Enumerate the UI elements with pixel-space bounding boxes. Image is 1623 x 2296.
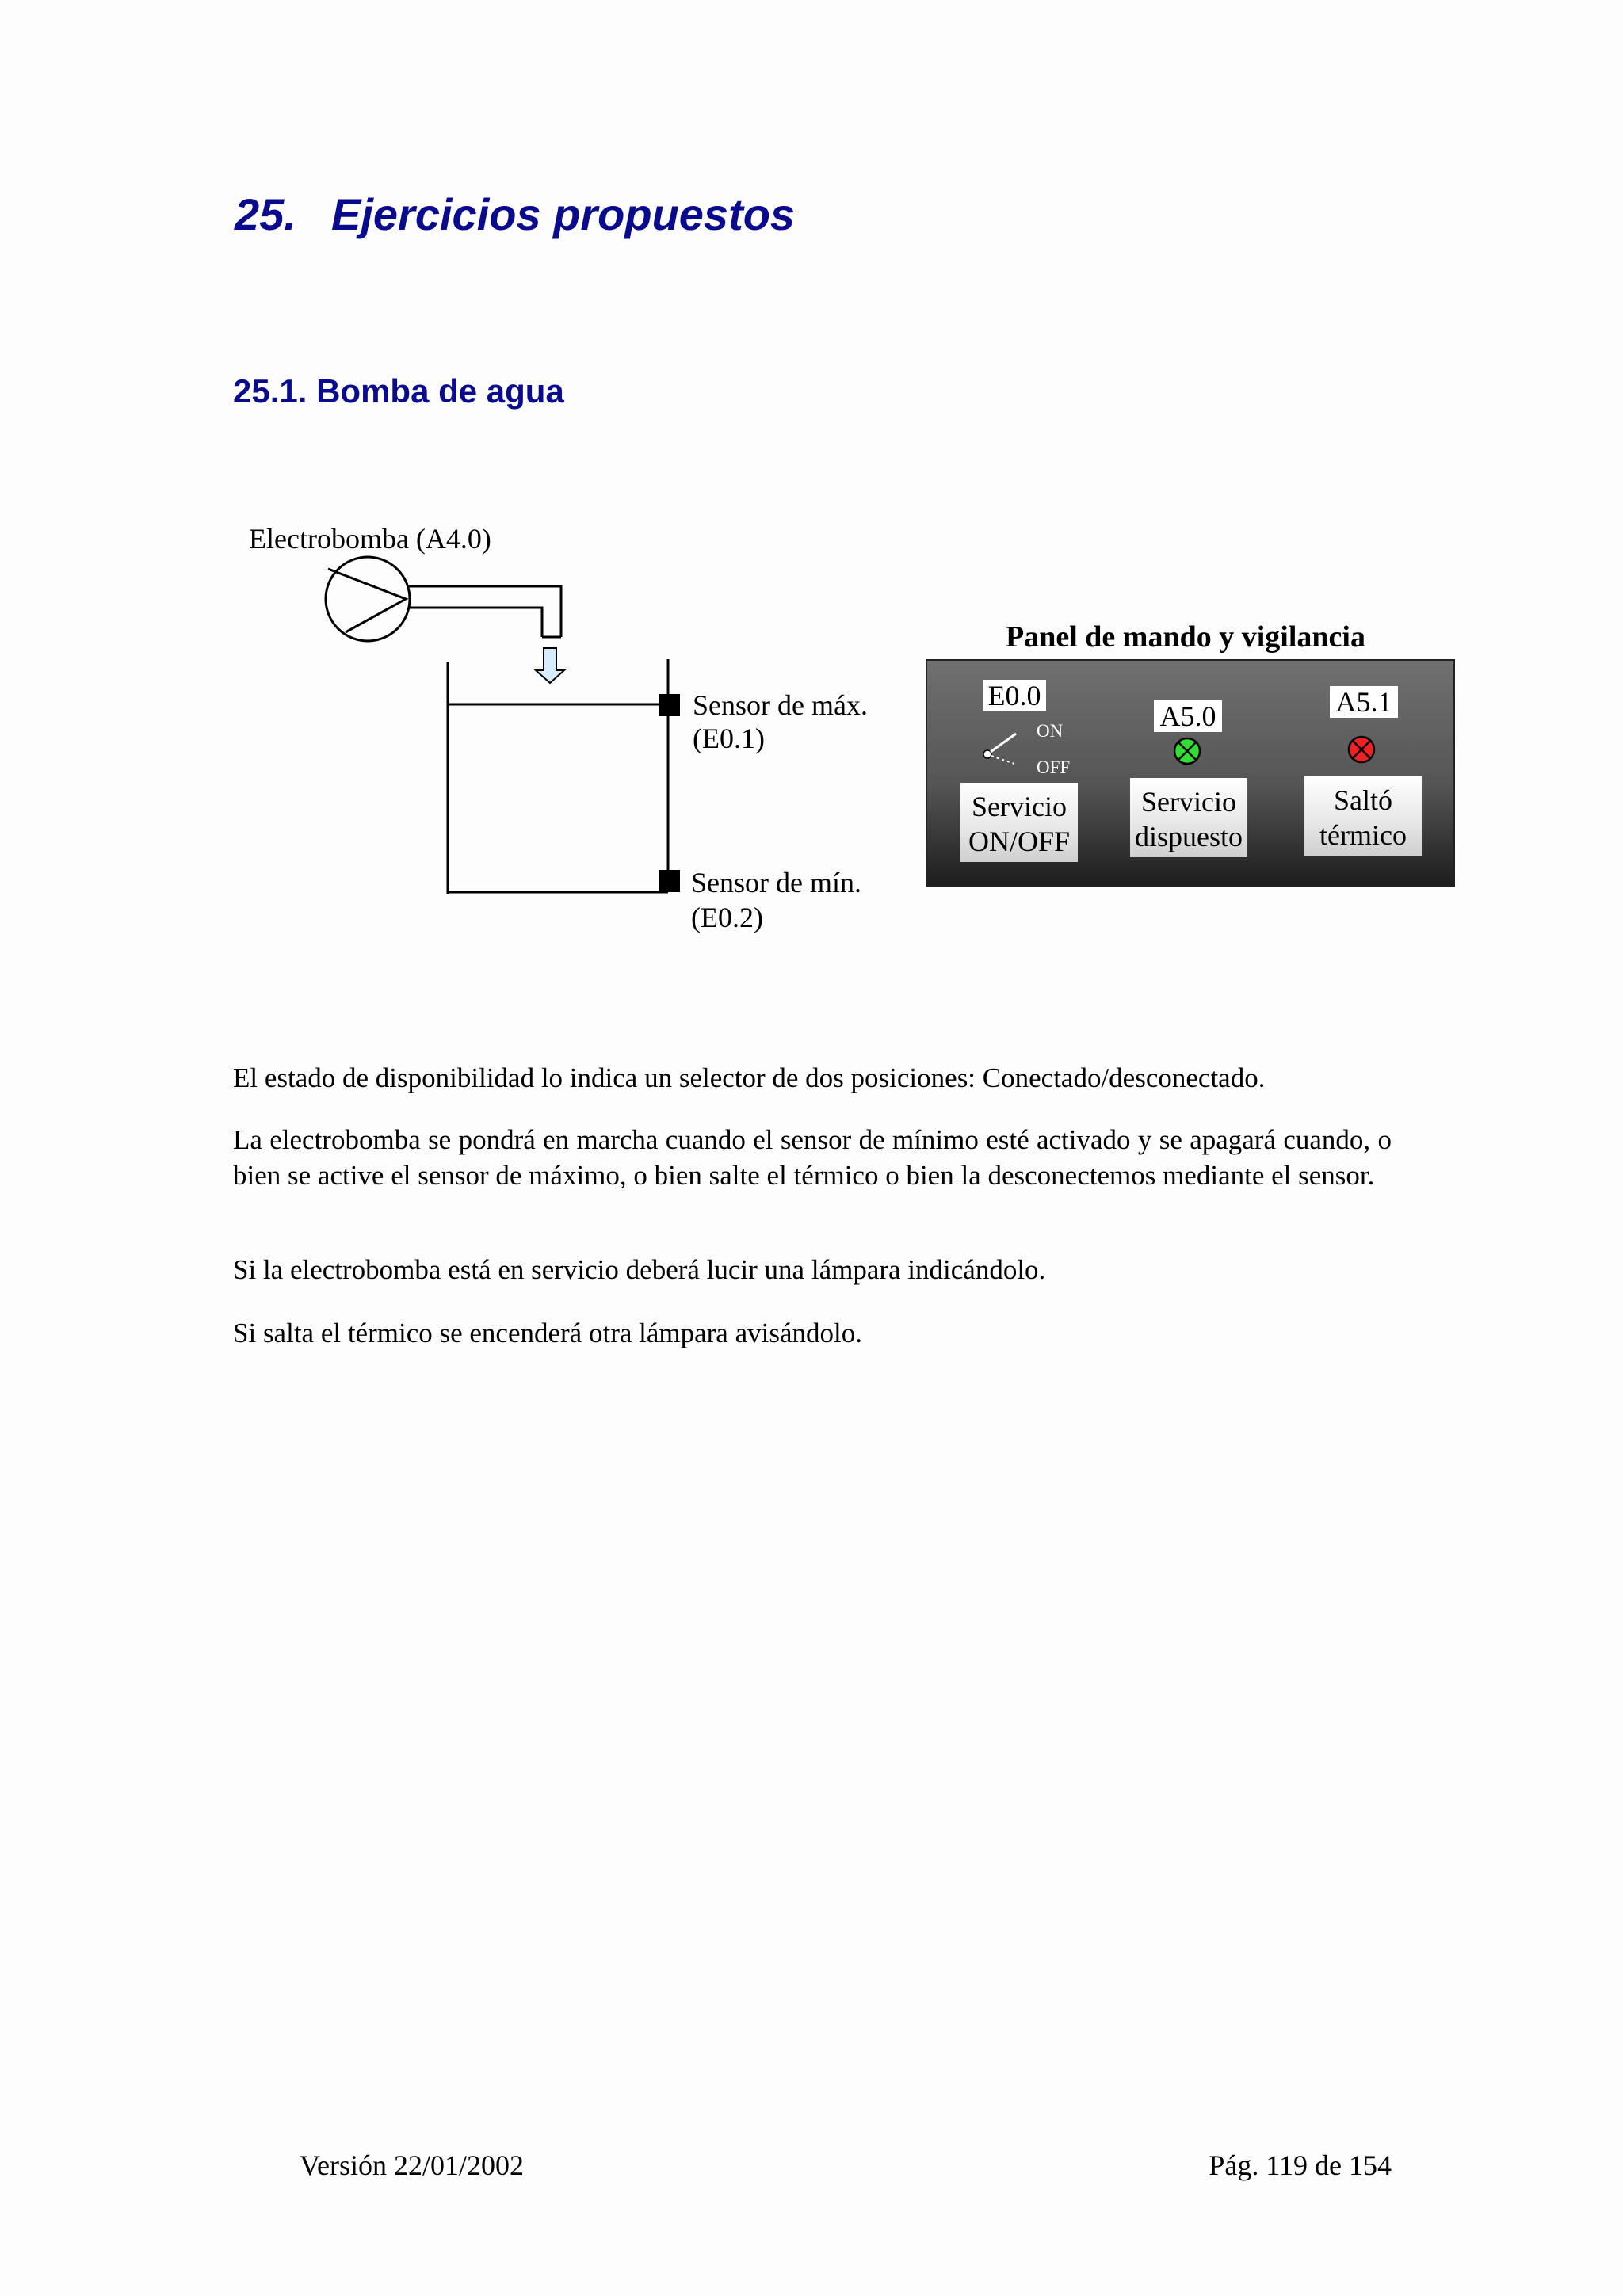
footer-page-number: Pág. 119 de 154 bbox=[1209, 2149, 1392, 2181]
switch-address: E0.0 bbox=[983, 680, 1046, 711]
lamp-service-label-line1: Servicio bbox=[1141, 786, 1236, 818]
switch-off-text: OFF bbox=[1037, 757, 1071, 777]
subsection-heading: 25.1. Bomba de agua bbox=[233, 372, 564, 410]
discharge-pipe bbox=[409, 586, 561, 637]
sensor-min-label: Sensor de mín. bbox=[691, 867, 861, 898]
sensor-max-marker bbox=[659, 694, 680, 716]
pump-arrow bbox=[328, 569, 406, 632]
lamp-service-label-box bbox=[1130, 778, 1247, 857]
panel-title: Panel de mando y vigilancia bbox=[1006, 620, 1365, 654]
selector-switch-icon[interactable] bbox=[978, 723, 1041, 767]
lamp-service-label-line2: dispuesto bbox=[1134, 821, 1243, 852]
control-panel bbox=[926, 659, 1455, 887]
sensor-min-address: (E0.2) bbox=[691, 902, 763, 933]
paragraph: Si la electrobomba está en servicio deberá lucir una lámpara indicándolo. bbox=[233, 1254, 1046, 1285]
sensor-max-label: Sensor de máx. bbox=[693, 689, 868, 721]
lamp-thermal-label-line1: Saltó bbox=[1333, 784, 1392, 816]
lamp-thermal-label-line2: térmico bbox=[1319, 819, 1407, 851]
switch-label-line2: ON/OFF bbox=[968, 826, 1071, 857]
lamp-thermal-icon bbox=[1347, 735, 1376, 764]
switch-label-box bbox=[960, 783, 1078, 862]
section-title: Ejercicios propuestos bbox=[331, 189, 796, 239]
lamp-service-address: A5.0 bbox=[1154, 700, 1222, 732]
switch-on-text: ON bbox=[1037, 721, 1064, 741]
lamp-thermal-address: A5.1 bbox=[1330, 686, 1398, 718]
paragraph: La electrobomba se pondrá en marcha cuando el sensor de mínimo esté activado y se apagará cuando, o bien se active el sensor de máximo, o bien salte el térmico o bien la desconectemos mediante el sensor. bbox=[233, 1124, 1392, 1191]
lamp-thermal-label-box bbox=[1304, 776, 1422, 856]
paragraph: El estado de disponibilidad lo indica un selector de dos posiciones: Conectado/desconectado. bbox=[233, 1062, 1266, 1093]
switch-label-line1: Servicio bbox=[972, 791, 1067, 822]
footer-version: Versión 22/01/2002 bbox=[300, 2149, 524, 2181]
pump-symbol bbox=[326, 557, 410, 641]
lamp-service-icon bbox=[1173, 737, 1201, 765]
section-number: 25. bbox=[235, 189, 296, 239]
sensor-max-address: (E0.1) bbox=[693, 723, 765, 754]
pump-label: Electrobomba (A4.0) bbox=[249, 523, 491, 555]
sensor-min-marker bbox=[659, 870, 680, 892]
flow-arrow-icon bbox=[536, 648, 564, 683]
paragraph: Si salta el térmico se encenderá otra lámpara avisándolo. bbox=[233, 1318, 862, 1348]
